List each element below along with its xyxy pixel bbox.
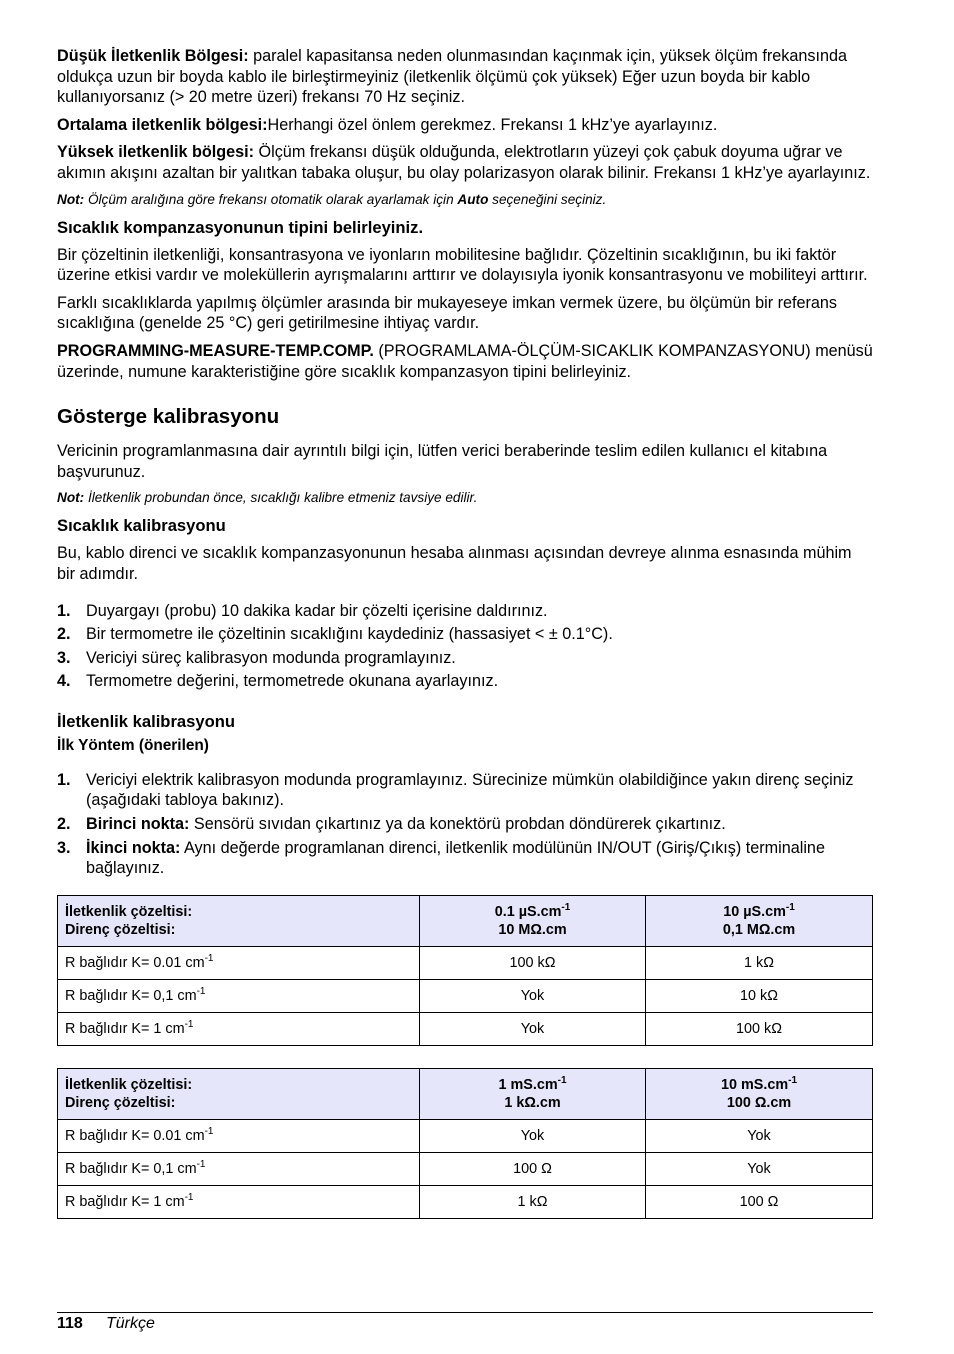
- note-auto-keyword: Auto: [457, 191, 489, 207]
- section-title: Gösterge kalibrasyonu: [57, 405, 280, 429]
- menu-path: PROGRAMMING-MEASURE-TEMP.COMP.: [57, 341, 374, 360]
- list-item: 2. Bir termometre ile çözeltinin sıcaklığını kaydediniz (hassasiyet < ± 0.1°C).: [57, 625, 613, 644]
- mid-conductivity-text: Herhangi özel önlem gerekmez. Frekansı 1 kHz’ye ayarlayınız.: [267, 115, 718, 134]
- low-conductivity-paragraph: [57, 46, 873, 108]
- low-conductivity-text: paralel kapasitansa neden olunmasından kaçınmak için, yüksek ölçüm frekansında oldukça uzun bir boyda kablo ile birleştirmeyiniz (iletkenlik ölçümü çok yüksek) Eğer uzun boyda bir kablo kullanıyorsanız (> 20 metre üzeri) frekansı 70 Hz seçiniz.: [57, 47, 847, 107]
- temp-comp-heading: Sıcaklık kompanzasyonunun tipini belirleyiniz.: [57, 217, 424, 237]
- page-footer: [57, 1312, 873, 1332]
- temp-calib-paragraph: Bu, kablo direnci ve sıcaklık kompanzasyonunun hesaba alınması açısından devreye alınma esnasında mühim bir adımdır.: [57, 544, 852, 583]
- gosterge-paragraph: Vericinin programlanmasına dair ayrıntılı bilgi için, lütfen verici beraberinde teslim edilen kullanıcı el kitabına başvurunuz.: [57, 442, 828, 481]
- calibration-order-note: [57, 489, 873, 507]
- calibration-table-1: [57, 895, 873, 1046]
- list-item: 3. İkinci nokta: Aynı değerde programlanan direnci, iletkenlik modülünün IN/OUT (Giriş/Çıkış) terminaline bağlayınız.: [57, 838, 825, 878]
- high-conductivity-paragraph: [57, 142, 873, 183]
- list-item: 2. Birinci nokta: Sensörü sıvıdan çıkartınız ya da konektörü probdan döndürerek çıkartınız.: [57, 815, 726, 834]
- menu-path-description: (PROGRAMLAMA-ÖLÇÜM-SICAKLIK KOMPANZASYONU) menüsü üzerinde, numune karakteristiğine göre sıcaklık kompanzasyon tipini belirleyiniz.: [57, 341, 873, 381]
- table-row: R bağlıdır K= 0.01 $cm^{-1}$ Yok Yok: [58, 1119, 873, 1152]
- table-header-row: [58, 895, 873, 946]
- table-header-row: [58, 1068, 873, 1119]
- mid-conductivity-label: Ortalama iletkenlik bölgesi:: [57, 115, 268, 134]
- temp-comp-paragraph-2: Farklı sıcaklıklarda yapılmış ölçümler arasında bir mukayeseye imkan vermek üzere, bu ölçümün bir referans sıcaklığına (genelde 25 °C) geri getirilmesine ihtiyaç vardır.: [57, 293, 837, 333]
- temp-calib-steps: [57, 601, 873, 692]
- note-label: Not:: [57, 490, 85, 506]
- table-row: R bağlıdır K= 0,1 $cm^{-1}$ 100 Ω Yok: [58, 1152, 873, 1185]
- temp-comp-paragraph-3: [57, 341, 873, 382]
- mid-conductivity-paragraph: [57, 115, 873, 136]
- temp-calib-heading: Sıcaklık kalibrasyonu: [57, 516, 226, 536]
- frequency-note: [57, 191, 873, 209]
- list-item: 3. Vericiyi süreç kalibrasyon modunda programlayınız.: [57, 648, 456, 667]
- list-item: 4. Termometre değerini, termometrede okunana ayarlayınız.: [57, 672, 499, 691]
- cond-calib-subheading: İlk Yöntem (önerilen): [57, 736, 209, 754]
- table-header-col2: 1 $mS.cm^{-1}$ 1 kΩ.cm: [420, 1068, 646, 1119]
- note-text: İletkenlik probundan önce, sıcaklığı kalibre etmeniz tavsiye edilir.: [84, 490, 478, 506]
- note-label: Not:: [57, 191, 85, 207]
- page-number: 118: [57, 1315, 83, 1332]
- note-text-2: seçeneğini seçiniz.: [488, 191, 607, 207]
- low-conductivity-label: Düşük İletkenlik Bölgesi:: [57, 47, 249, 65]
- page-content: [57, 46, 873, 1241]
- table-header-col3: 10 $mS.cm^{-1}$ 100 Ω.cm: [646, 1068, 873, 1119]
- list-item: 1. Duyargayı (probu) 10 dakika kadar bir çözelti içerisine daldırınız.: [57, 601, 548, 620]
- table-header-col2: 0.1 $\mu S.cm^{-1}$ 10 MΩ.cm: [420, 895, 646, 946]
- temp-comp-paragraph-1: Bir çözeltinin iletkenliği, konsantrasyona ve iyonların mobilitesine bağlıdır. Çözeltinin sıcaklığının, bu iki faktör üzerine etkisi vardır ve moleküllerin ayrışmalarını arttırır ve dolayısıyla iyonik konsantrasyonu ve mobiliteyi arttırır.: [57, 245, 868, 285]
- table-header-label: İletkenlik çözeltisi: Direnç çözeltisi:: [58, 895, 420, 946]
- table-header-label: İletkenlik çözeltisi: Direnç çözeltisi:: [58, 1068, 420, 1119]
- cond-calib-heading: İletkenlik kalibrasyonu: [57, 711, 235, 731]
- high-conductivity-label: Yüksek iletkenlik bölgesi:: [57, 143, 255, 162]
- cond-calib-steps: [57, 770, 873, 879]
- calibration-table-2: [57, 1068, 873, 1219]
- table-row: R bağlıdır K= 0,1 $cm^{-1}$ Yok 10 kΩ: [58, 979, 873, 1012]
- page-language: Türkçe: [106, 1315, 155, 1332]
- table-header-col3: 10 $\mu S.cm^{-1}$ 0,1 MΩ.cm: [646, 895, 873, 946]
- note-text-1: Ölçüm aralığına göre frekansı otomatik olarak ayarlamak için: [84, 191, 458, 207]
- table-row: R bağlıdır K= 1 $cm^{-1}$ 1 kΩ 100 Ω: [58, 1185, 873, 1218]
- high-conductivity-text: Ölçüm frekansı düşük olduğunda, elektrotların yüzeyi çok çabuk doyuma uğrar ve akımın akışını azaltan bir yalıtkan tabaka oluşur, bu olay polarizasyon olarak bilinir. Frekansı 1 kHz’ye ayarlayınız.: [57, 143, 871, 182]
- table-row: R bağlıdır K= 1 $cm^{-1}$ Yok 100 kΩ: [58, 1012, 873, 1045]
- list-item: 1. Vericiyi elektrik kalibrasyon modunda programlayınız. Sürecinize mümkün olabildiğince yakın direnç seçiniz (aşağıdaki tabloya bakınız).: [57, 770, 854, 810]
- table-row: R bağlıdır K= 0.01 $cm^{-1}$ 100 kΩ 1 kΩ: [58, 946, 873, 979]
